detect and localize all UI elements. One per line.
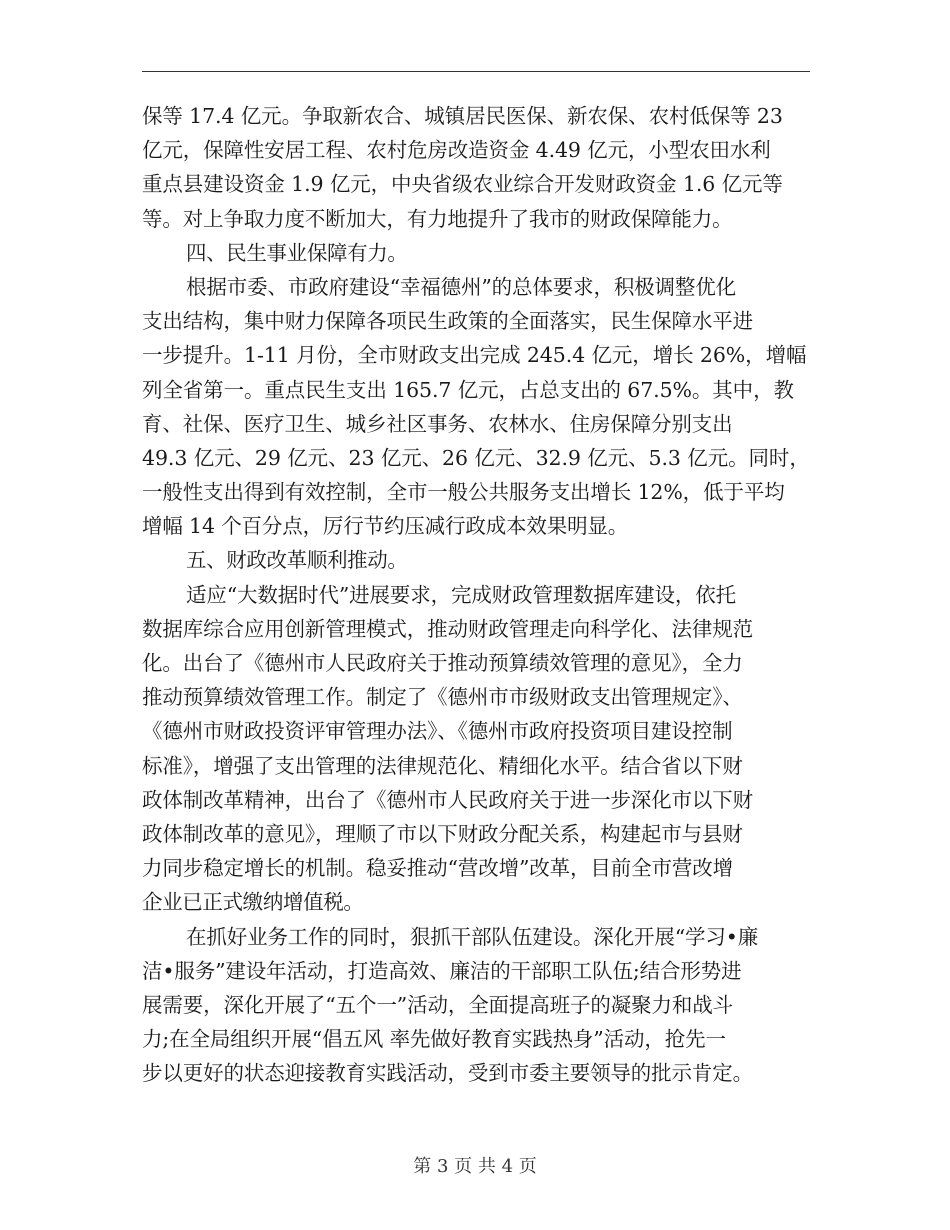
- text-line: 洁•服务”建设年活动，打造高效、廉洁的干部职工队伍;结合形势进: [142, 958, 742, 983]
- document-body: [142, 99, 814, 1090]
- text-line: 企业已正式缴纳增值税。: [142, 890, 364, 915]
- text-line: 支出结构，集中财力保障各项民生政策的全面落实，民生保障水平进: [142, 309, 753, 334]
- text-line: 政体制改革的意见》，理顺了市以下财政分配关系，构建起市与县财: [142, 821, 743, 846]
- text-line: 力;在全局组织开展“倡五风 率先做好教育实践热身”活动，抢先一: [142, 1027, 726, 1052]
- text-line: 根据市委、市政府建设“幸福德州”的总体要求，积极调整优化: [186, 274, 736, 299]
- text-line: 四、民生事业保障有力。: [186, 240, 408, 265]
- text-line: 增幅 14 个百分点，厉行节约压减行政成本效果明显。: [142, 514, 629, 539]
- text-line: 化。出台了《德州市人民政府关于推动预算绩效管理的意见》，全力: [142, 651, 743, 675]
- text-line: 一般性支出得到有效控制，全市一般公共服务支出增长 12%，低于平均: [142, 480, 785, 505]
- text-line: 等。对上争取力度不断加大，有力地提升了我市的财政保障能力。: [142, 206, 733, 231]
- text-line: 重点县建设资金 1.9 亿元，中央省级农业综合开发财政资金 1.6 亿元等: [142, 172, 783, 197]
- text-line: 列全省第一。重点民生支出 165.7 亿元，占总支出的 67.5%。其中，教: [142, 377, 794, 402]
- text-line: 保等 17.4 亿元。争取新农合、城镇居民医保、新农保、农村低保等 23: [142, 104, 783, 128]
- text-line: 在抓好业务工作的同时，狠抓干部队伍建设。深化开展“学习•廉: [186, 924, 759, 949]
- text-line: 49.3 亿元、29 亿元、23 亿元、26 亿元、32.9 亿元、5.3 亿元。同时，: [142, 445, 810, 470]
- text-line: 推动预算绩效管理工作。制定了《德州市市级财政支出管理规定》、: [142, 685, 743, 710]
- text-line: 政体制改革精神，出台了《德州市人民政府关于进一步深化市以下财: [142, 787, 753, 812]
- text-line: 步以更好的状态迎接教育实践活动，受到市委主要领导的批示肯定。: [142, 1061, 753, 1086]
- text-line: 标准》，增强了支出管理的法律规范化、精细化水平。结合省以下财: [142, 753, 743, 778]
- text-line: 亿元，保障性安居工程、农村危房改造资金 4.49 亿元，小型农田水利: [142, 138, 771, 163]
- text-line: 一步提升。1-11 月份，全市财政支出完成 245.4 亿元，增长 26%，增幅: [142, 343, 807, 368]
- header-rule: [142, 71, 810, 72]
- text-line: 力同步稳定增长的机制。稳妥推动“营改增”改革，目前全市营改增: [142, 856, 733, 881]
- text-line: 适应“大数据时代”进展要求，完成财政管理数据库建设，依托: [186, 582, 736, 607]
- text-line: 育、社保、医疗卫生、城乡社区事务、农林水、住房保障分别支出: [142, 411, 733, 436]
- page-footer: 第 3 页 共 4 页: [413, 1156, 537, 1177]
- text-line: 数据库综合应用创新管理模式，推动财政管理走向科学化、法律规范: [142, 616, 753, 641]
- text-line: 展需要，深化开展了“五个一”活动，全面提高班子的凝聚力和战斗: [142, 992, 733, 1017]
- text-line: 《德州市财政投资评审管理办法》、《德州市政府投资项目建设控制: [142, 719, 733, 744]
- text-line: 五、财政改革顺利推动。: [186, 548, 408, 573]
